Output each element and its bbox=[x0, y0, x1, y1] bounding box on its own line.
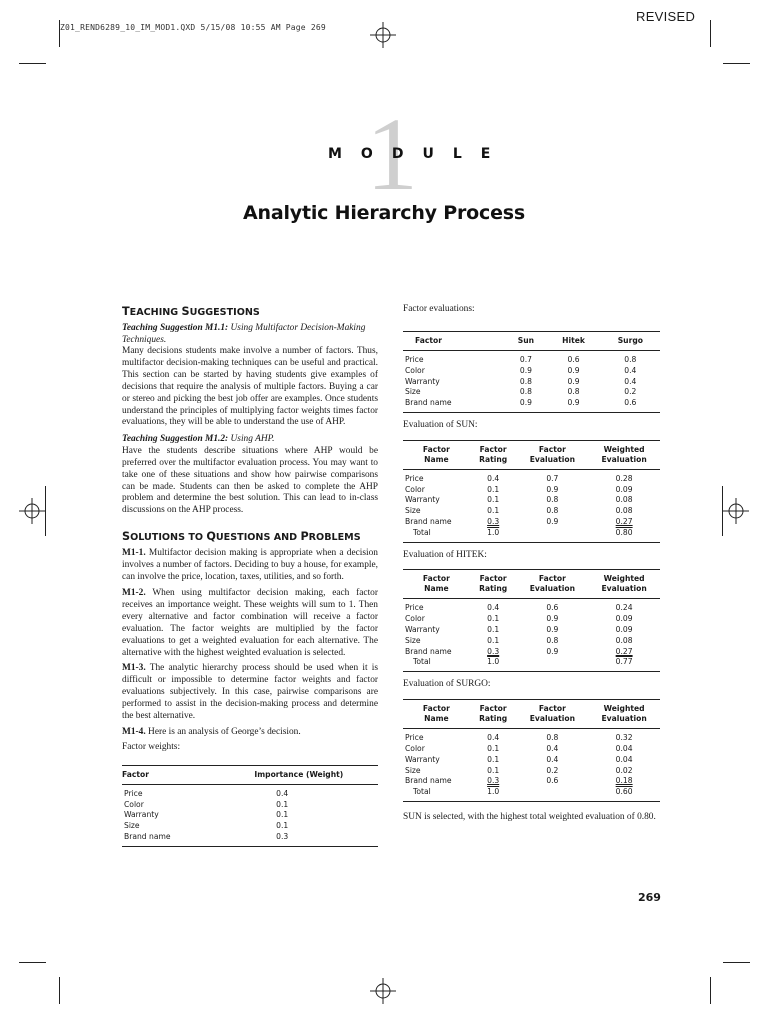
factor-weights-table bbox=[122, 765, 378, 847]
registration-mark-icon bbox=[370, 978, 396, 1004]
page-title: Analytic Hierarchy Process bbox=[243, 202, 525, 224]
evaluation-label-surgo: Evaluation of SURGO: bbox=[403, 679, 491, 690]
table-row: Price 0.4 bbox=[124, 788, 289, 798]
table-row: Warranty 0.1 bbox=[124, 810, 289, 820]
column-header: Factor bbox=[415, 335, 442, 345]
answer-paragraph: M1-3. The analytic hierarchy process should be used when it is difficult or impossible to determine factor weights and factor evaluations subjectively. In this case, pairwise comparisons are performed to assist in the decision-making process and determine the best alternative. bbox=[122, 663, 378, 722]
module-number: 1 bbox=[366, 97, 418, 212]
answer-paragraph: M1-1. Multifactor decision making is appropriate when a decision involves a number of factors. Deciding to buy a house, for example, can involve the price, location, taxes, utilities, and so forth. bbox=[122, 548, 378, 583]
table-row: Size 0.1 bbox=[124, 821, 289, 831]
evaluation-table-hitek bbox=[403, 569, 660, 672]
revised-label: REVISED bbox=[636, 9, 696, 24]
crop-mark bbox=[45, 486, 46, 536]
table-row: Price 0.4 0.8 0.32 bbox=[405, 733, 633, 743]
table-row: Warranty 0.8 0.9 0.4 bbox=[405, 376, 637, 386]
crop-mark bbox=[19, 63, 46, 64]
total-row: Total 1.0 0.77 bbox=[403, 657, 660, 671]
suggestion-text: Have the students describe situations where AHP would be preferred over the multifactor evaluation process. You may want to take one of these situations and show how pairwise comparisons can be made. Students can then be asked to complete the AHP problem and determine the best solution. This can lead to in-class discussions on the AHP process. bbox=[122, 445, 378, 516]
solutions-heading: SOLUTIONS TO QUESTIONS AND PROBLEMS bbox=[122, 530, 361, 544]
table-row: Brand name 0.9 0.9 0.6 bbox=[403, 398, 660, 412]
registration-mark-icon bbox=[19, 498, 45, 524]
crop-mark bbox=[723, 63, 750, 64]
column-header: Factor bbox=[122, 769, 149, 779]
column-header: Factor Rating bbox=[479, 574, 508, 594]
evaluation-label-hitek: Evaluation of HITEK: bbox=[403, 549, 487, 560]
column-header: Factor Evaluation bbox=[529, 574, 575, 594]
factor-evaluations-label: Factor evaluations: bbox=[403, 304, 475, 314]
table-row: Brand name 0.3 0.9 0.27 bbox=[405, 516, 633, 526]
table-row: Price 0.4 0.7 0.28 bbox=[405, 473, 633, 483]
column-header: Factor Name bbox=[422, 704, 450, 724]
answer-paragraph: M1-2. When using multifactor decision making, each factor receives an importance weight. These weights will sum to 1. Then every alternative and factor combination will receive a factor evaluation. The factor weights are multiplied by the factor evaluations to get a weighted evaluation for each alternative. The alternative with the highest weighted evaluation is selected. bbox=[122, 588, 378, 658]
table-row: Size 0.1 0.8 0.08 bbox=[405, 635, 633, 645]
registration-mark-icon bbox=[723, 498, 749, 524]
crop-mark bbox=[59, 977, 60, 1004]
crop-mark bbox=[710, 20, 711, 47]
table-row: Price 0.7 0.6 0.8 bbox=[405, 354, 637, 364]
column-header: Importance (Weight) bbox=[254, 769, 344, 779]
evaluation-tables bbox=[403, 420, 660, 802]
column-header: Factor Rating bbox=[479, 704, 508, 724]
table-row: Color 0.1 0.9 0.09 bbox=[405, 614, 633, 624]
module-label: MODULE bbox=[328, 146, 510, 162]
total-row: Total 1.0 0.80 bbox=[403, 528, 660, 542]
table-row: Size 0.1 0.2 0.02 bbox=[405, 765, 633, 775]
teaching-suggestions-heading: TEACHING SUGGESTIONS bbox=[122, 305, 260, 318]
factor-evaluations-table bbox=[403, 331, 660, 413]
table-row: Warranty 0.1 0.8 0.08 bbox=[405, 495, 633, 505]
suggestion-title: Teaching Suggestion M1.1: Using Multifactor Decision-Making Techniques. bbox=[122, 323, 366, 345]
column-header: Sun bbox=[517, 335, 535, 345]
evaluation-label-sun: Evaluation of SUN: bbox=[403, 419, 478, 430]
evaluation-table-sun bbox=[403, 440, 660, 543]
table-row: Color 0.1 bbox=[124, 799, 289, 809]
column-header: Surgo bbox=[617, 335, 643, 345]
table-row: Price 0.4 0.6 0.24 bbox=[405, 603, 633, 613]
table-row: Warranty 0.1 0.9 0.09 bbox=[405, 625, 633, 635]
total-row: Total 1.0 0.60 bbox=[403, 787, 660, 801]
left-column bbox=[122, 305, 378, 847]
table-row: Brand name 0.3 0.9 0.27 bbox=[405, 646, 633, 656]
table-row: Color 0.1 0.4 0.04 bbox=[405, 743, 633, 753]
column-header: Factor Name bbox=[422, 574, 450, 594]
table-row: Size 0.1 0.8 0.08 bbox=[405, 506, 633, 516]
column-header: Factor Rating bbox=[479, 444, 508, 464]
registration-mark-icon bbox=[370, 22, 396, 48]
file-slug-line: Z01_REND6289_10_IM_MOD1.QXD 5/15/08 10:55 AM Page 269 bbox=[60, 23, 326, 32]
factor-weights-label: Factor weights: bbox=[122, 741, 181, 752]
conclusion-text: SUN is selected, with the highest total weighted evaluation of 0.80. bbox=[403, 811, 656, 822]
crop-mark bbox=[722, 486, 723, 536]
column-header: Weighted Evaluation bbox=[601, 704, 647, 724]
column-header: Factor Evaluation bbox=[529, 704, 575, 724]
table-row: Brand name 0.3 bbox=[122, 832, 378, 846]
table-row: Color 0.1 0.9 0.09 bbox=[405, 484, 633, 494]
crop-mark bbox=[723, 962, 750, 963]
column-header: Hitek bbox=[562, 335, 585, 345]
table-row: Warranty 0.1 0.4 0.04 bbox=[405, 754, 633, 764]
suggestion-text: Many decisions students make involve a number of factors. Thus, multifactor decision-making techniques can be useful and practical. This section can be started by having students give examples of decisions that require the analysis of multiple factors. Buying a car or stereo and picking the best job offer are examples. Once students understand the principles of multiplying factor weights times factor evaluations, they will be able to understand the use of AHP. bbox=[122, 346, 378, 428]
column-header: Factor Name bbox=[422, 444, 450, 464]
column-header: Factor Evaluation bbox=[529, 444, 575, 464]
evaluation-table-surgo bbox=[403, 699, 660, 802]
column-header: Weighted Evaluation bbox=[601, 574, 647, 594]
page-number: 269 bbox=[638, 891, 661, 904]
answer-paragraph: M1-4. Here is an analysis of George’s decision. bbox=[122, 726, 301, 737]
crop-mark bbox=[710, 977, 711, 1004]
crop-mark bbox=[19, 962, 46, 963]
right-column bbox=[403, 304, 660, 824]
table-row: Color 0.9 0.9 0.4 bbox=[405, 365, 637, 375]
suggestion-title: Teaching Suggestion M1.2: Using AHP. bbox=[122, 434, 275, 445]
crop-mark bbox=[59, 20, 60, 47]
table-row: Brand name 0.3 0.6 0.18 bbox=[405, 776, 633, 786]
table-row: Size 0.8 0.8 0.2 bbox=[405, 387, 637, 397]
column-header: Weighted Evaluation bbox=[601, 444, 647, 464]
